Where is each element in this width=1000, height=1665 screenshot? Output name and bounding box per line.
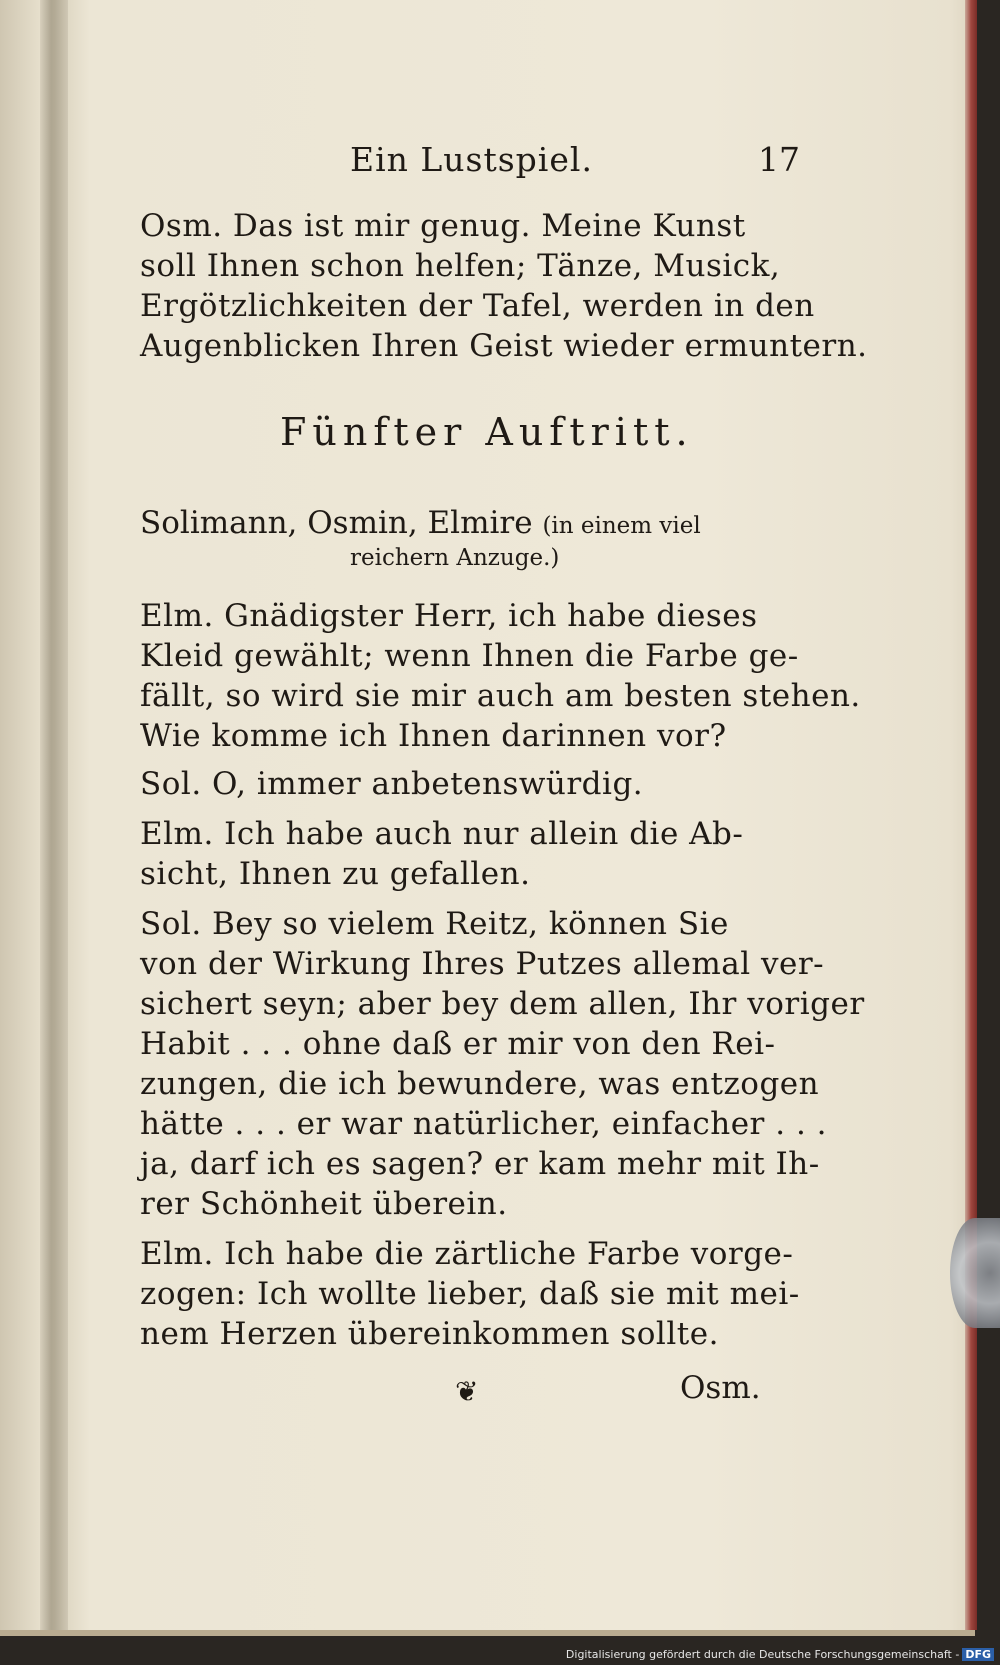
fleuron-ornament: ❦ — [455, 1375, 479, 1408]
dfg-logo: DFG — [962, 1648, 994, 1661]
text-line: Kleid gewählt; wenn Ihnen die Farbe ge- — [140, 638, 799, 674]
text-line: Elm. Gnädigster Herr, ich habe dieses — [140, 598, 758, 634]
text-line: Osm. Das ist mir genug. Meine Kunst — [140, 208, 746, 244]
page-clip — [950, 1218, 1000, 1328]
footer-text: Digitalisierung gefördert durch die Deutsche Forschungsgemeinschaft - — [565, 1648, 960, 1661]
stage-direction-continued: reichern Anzuge.) — [350, 545, 560, 571]
footer-credit — [566, 1648, 994, 1661]
page-number: 17 — [758, 140, 800, 179]
text-line: fällt, so wird sie mir auch am besten stehen. — [140, 678, 861, 714]
red-page-edge — [965, 0, 977, 1630]
text-line: sicht, Ihnen zu gefallen. — [140, 856, 531, 892]
text-line: Augenblicken Ihren Geist wieder ermuntern. — [140, 328, 868, 364]
text-line: Ergötzlichkeiten der Tafel, werden in den — [140, 288, 815, 324]
text-line: Elm. Ich habe die zärtliche Farbe vorge- — [140, 1236, 794, 1272]
page-gutter-shadow — [40, 0, 68, 1630]
text-line: ja, darf ich es sagen? er kam mehr mit Ih- — [140, 1146, 820, 1182]
text-line: von der Wirkung Ihres Putzes allemal ver- — [140, 946, 825, 982]
text-line: zungen, die ich bewundere, was entzogen — [140, 1066, 820, 1102]
text-line: hätte . . . er war natürlicher, einfacher . . . — [140, 1106, 828, 1142]
text-line: Sol. Bey so vielem Reitz, können Sie — [140, 906, 729, 942]
character-names — [140, 505, 701, 541]
stage-direction: (in einem viel — [542, 513, 701, 539]
text-line: soll Ihnen schon helfen; Tänze, Musick, — [140, 248, 781, 284]
scene-heading: Fünfter Auftritt. — [280, 410, 694, 454]
text-line: Habit . . . ohne daß er mir von den Rei- — [140, 1026, 776, 1062]
text-line: sichert seyn; aber bey dem allen, Ihr voriger — [140, 986, 865, 1022]
catchword: Osm. — [680, 1370, 761, 1406]
text-line: zogen: Ich wollte lieber, daß sie mit mei- — [140, 1276, 800, 1312]
running-title: Ein Lustspiel. — [350, 140, 593, 179]
text-line: nem Herzen übereinkommen sollte. — [140, 1316, 719, 1352]
text-line: rer Schönheit überein. — [140, 1186, 508, 1222]
text-line: Wie komme ich Ihnen darinnen vor? — [140, 718, 727, 754]
text-line: Sol. O, immer anbetenswürdig. — [140, 766, 644, 802]
character-names-text: Solimann, Osmin, Elmire — [140, 505, 533, 541]
text-line: Elm. Ich habe auch nur allein die Ab- — [140, 816, 744, 852]
